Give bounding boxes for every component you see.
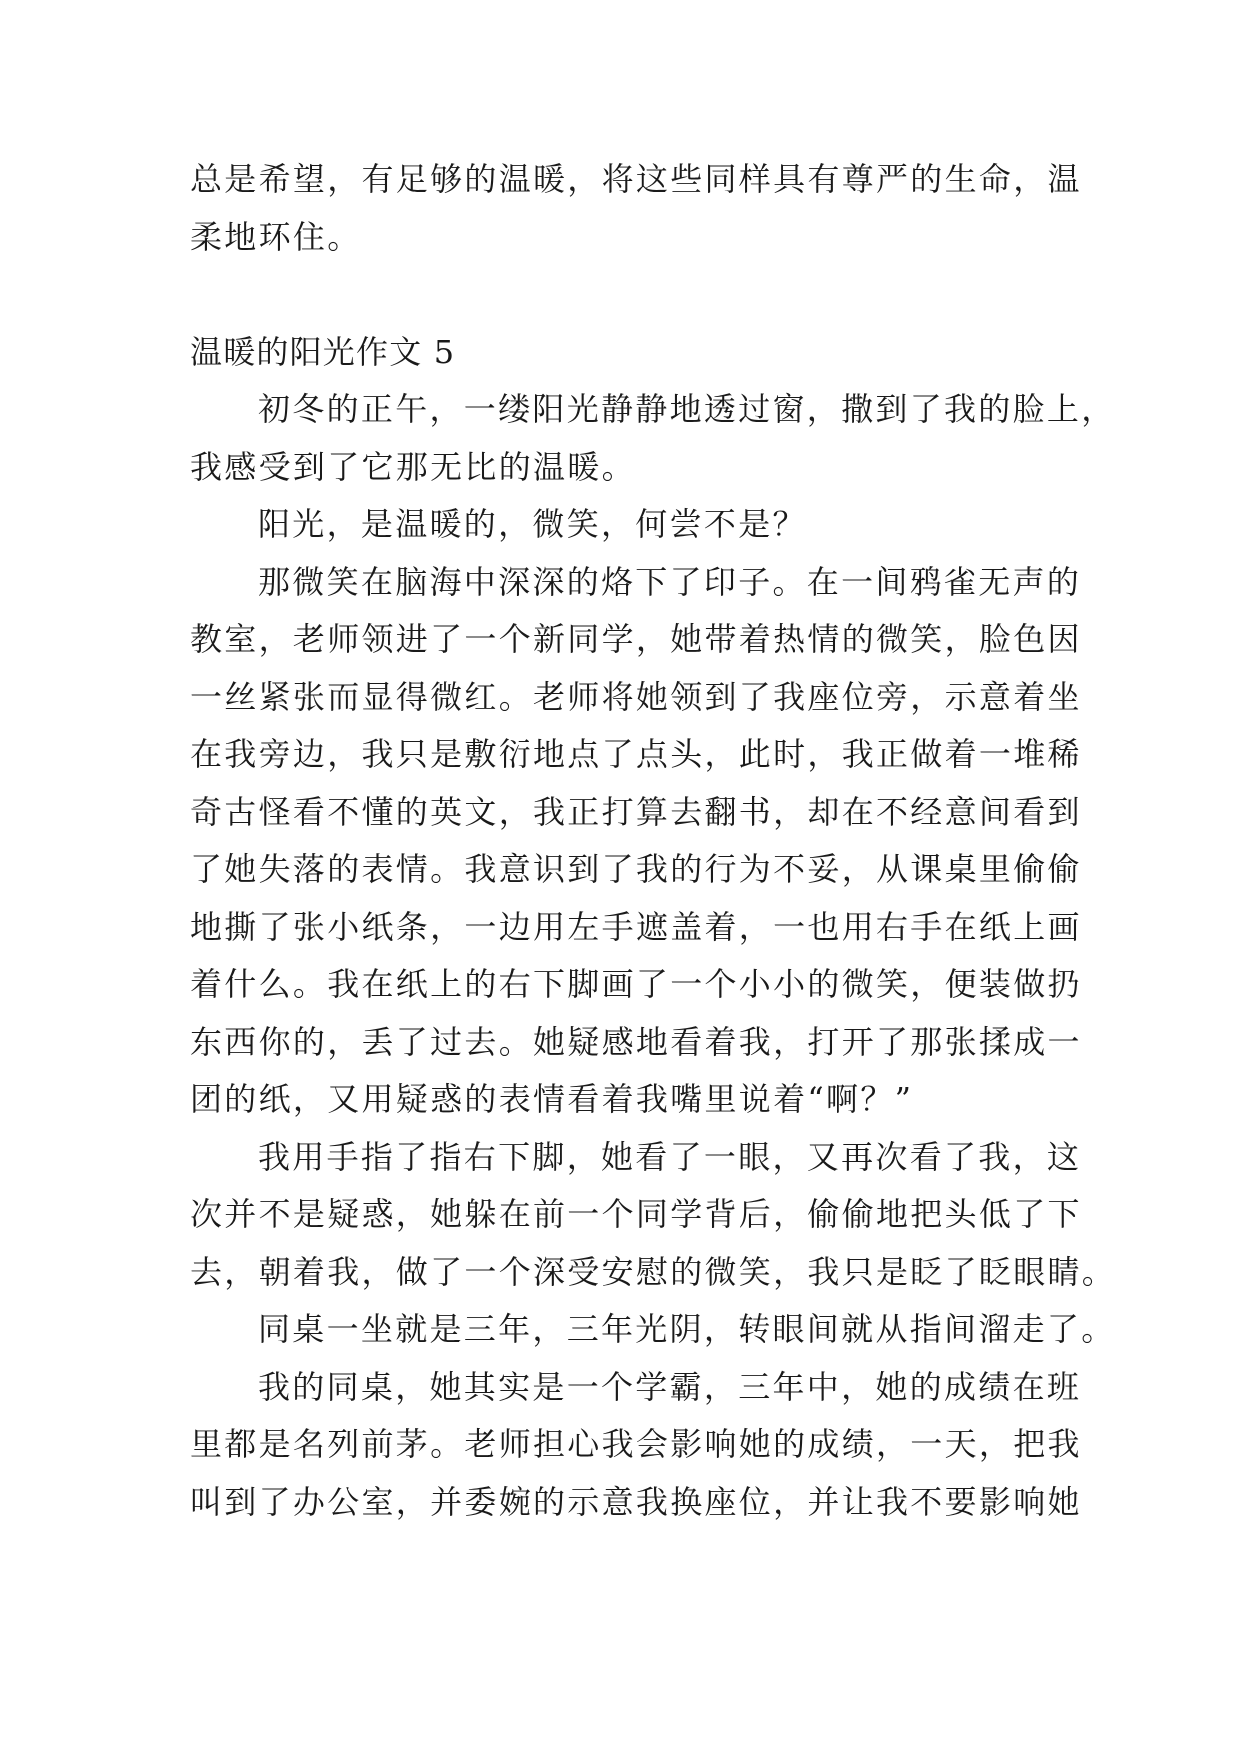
text-line: 我的同桌，她其实是一个学霸，三年中，她的成绩在班 <box>258 1367 1082 1406</box>
text-line: 一丝紧张而显得微红。老师将她领到了我座位旁，示意着坐 <box>190 677 1082 716</box>
text-line: 我感受到了它那无比的温暖。 <box>190 447 636 486</box>
section-title: 温暖的阳光作文 5 <box>190 332 456 371</box>
text-line: 次并不是疑惑，她躲在前一个同学背后，偷偷地把头低了下 <box>190 1195 1082 1233</box>
text-line: 地撕了张小纸条，一边用左手遮盖着，一也用右手在纸上画 <box>190 907 1082 946</box>
text-line: 初冬的正午，一缕阳光静静地透过窗，撒到了我的脸上， <box>258 390 1116 428</box>
text-line: 总是希望，有足够的温暖，将这些同样具有尊严的生命，温 <box>190 160 1082 198</box>
text-line: 我用手指了指右下脚，她看了一眼，又再次看了我，这 <box>258 1137 1082 1176</box>
text-line: 同桌一坐就是三年，三年光阴，转眼间就从指间溜走了。 <box>258 1310 1116 1348</box>
text-line: 在我旁边，我只是敷衍地点了点头，此时，我正做着一堆稀 <box>190 735 1082 773</box>
text-line: 叫到了办公室，并委婉的示意我换座位，并让我不要影响她 <box>190 1482 1082 1521</box>
text-line: 了她失落的表情。我意识到了我的行为不妥，从课桌里偷偷 <box>190 850 1082 888</box>
text-line: 那微笑在脑海中深深的烙下了印子。在一间鸦雀无声的 <box>258 562 1082 601</box>
text-line: 阳光，是温暖的，微笑，何尝不是？ <box>258 505 807 543</box>
text-line: 柔地环住。 <box>190 217 362 256</box>
paragraph-spacer <box>190 266 1052 324</box>
text-line: 奇古怪看不懂的英文，我正打算去翻书，却在不经意间看到 <box>190 792 1082 831</box>
text-line: 里都是名列前茅。老师担心我会影响她的成绩，一天，把我 <box>190 1425 1082 1463</box>
text-line: 教室，老师领进了一个新同学，她带着热情的微笑，脸色因 <box>190 620 1082 658</box>
text-line: 团的纸，又用疑惑的表情看着我嘴里说着“啊？” <box>190 1080 914 1118</box>
text-line: 去，朝着我，做了一个深受安慰的微笑，我只是眨了眨眼睛。 <box>190 1252 1117 1291</box>
document-body <box>190 151 1117 1531</box>
text-line: 着什么。我在纸上的右下脚画了一个小小的微笑，便装做扔 <box>190 965 1082 1003</box>
text-line: 东西你的，丢了过去。她疑感地看着我，打开了那张揉成一 <box>190 1022 1082 1061</box>
